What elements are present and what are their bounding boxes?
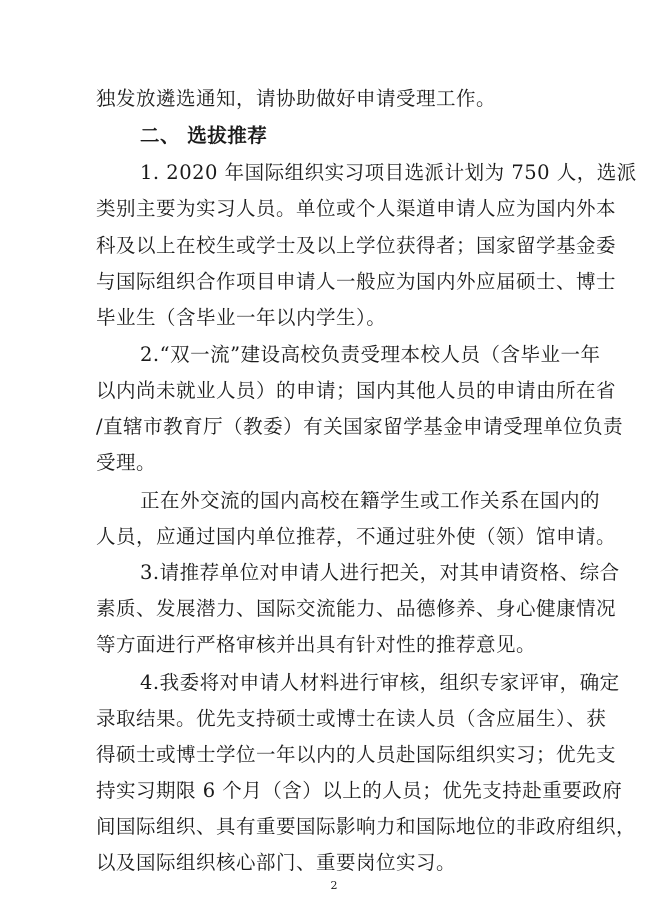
paragraph-5-line-5: 间国际组织、具有重要国际影响力和国际地位的非政府组织，: [96, 815, 637, 838]
paragraph-4-line-2: 素质、发展潜力、国际交流能力、品德修养、身心健康情况: [96, 597, 617, 620]
paragraph-1-line-4: 与国际组织合作项目申请人一般应为国内外应届硕士、博士: [96, 270, 617, 293]
paragraph-5-line-3: 得硕士或博士学位一年以内的人员赴国际组织实习；优先支: [96, 743, 617, 766]
paragraph-2-line-4: 受理。: [96, 451, 157, 474]
paragraph-4-line-3: 等方面进行严格审核并出具有针对性的推荐意见。: [96, 633, 537, 656]
paragraph-1-line-1: 1. 2020 年国际组织实习项目选派计划为 750 人，选派: [140, 161, 637, 184]
paragraph-2-line-2: 以内尚未就业人员）的申请；国内其他人员的申请由所在省: [96, 379, 617, 402]
paragraph-2-line-1: 2.“双一流”建设高校负责受理本校人员（含毕业一年: [140, 343, 601, 366]
section-heading: 二、 选拔推荐: [140, 124, 268, 147]
paragraph-1-line-2: 类别主要为实习人员。单位或个人渠道申请人应为国内外本: [96, 197, 617, 220]
text-line-continuation: 独发放遴选通知，请协助做好申请受理工作。: [96, 87, 497, 110]
paragraph-3-line-1: 正在外交流的国内高校在籍学生或工作关系在国内的: [140, 489, 601, 512]
paragraph-5-line-1: 4.我委将对申请人材料进行审核，组织专家评审，确定: [140, 671, 620, 694]
page-number: 2: [330, 879, 338, 892]
paragraph-1-line-5: 毕业生（含毕业一年以内学生）。: [96, 306, 387, 329]
paragraph-5-line-4: 持实习期限 6 个月（含）以上的人员；优先支持赴重要政府: [96, 779, 623, 802]
paragraph-5-line-6: 以及国际组织核心部门、重要岗位实习。: [96, 851, 457, 874]
paragraph-5-line-2: 录取结果。优先支持硕士或博士在读人员（含应届生）、获: [96, 707, 607, 730]
paragraph-2-line-3: /直辖市教育厅（教委）有关国家留学基金申请受理单位负责: [96, 415, 624, 438]
paragraph-3-line-2: 人员，应通过国内单位推荐，不通过驻外使（领）馆申请。: [96, 525, 617, 548]
paragraph-1-line-3: 科及以上在校生或学士及以上学位获得者；国家留学基金委: [96, 234, 617, 257]
paragraph-4-line-1: 3.请推荐单位对申请人进行把关，对其申请资格、综合: [140, 561, 620, 584]
